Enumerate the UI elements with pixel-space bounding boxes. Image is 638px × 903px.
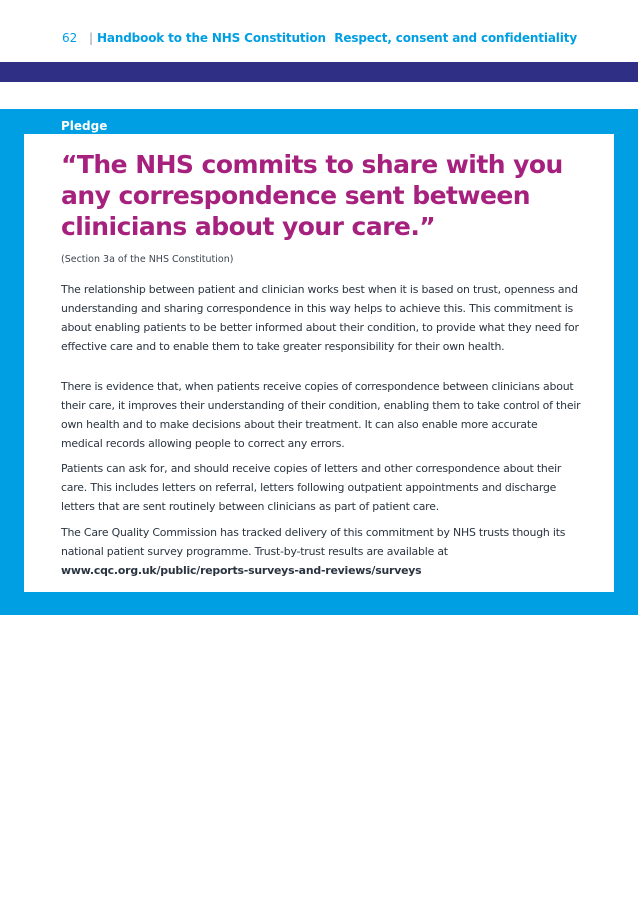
paragraph-evidence: There is evidence that, when patients receive copies of correspondence between clinicians about their care, it improves their understanding of their condition, enabling them to take control of their own health and to make decisions about their treatment. It can also enable more accurate medical records allowing people to correct any errors. — [61, 380, 581, 451]
constitution-reference: (Section 3a of the NHS Constitution) — [61, 254, 234, 265]
header-color-band — [0, 62, 638, 82]
paragraph-patient-rights: Patients can ask for, and should receive copies of letters and other correspondence about their care. This includes letters on referral, letters following outpatient appointments and discharge letters that are sent routinely between clinicians as part of patient care. — [61, 462, 562, 514]
paragraph-care-quality-commission — [61, 523, 581, 580]
section-title: Respect, consent and confidentiality — [334, 31, 577, 45]
paragraph-relationship: The relationship between patient and clinician works best when it is based on trust, openness and understanding and sharing correspondence in this way helps to achieve this. This commitment is about enabling patients to be better informed about their condition, to provide what they need for effective care and to enable them to take greater responsibility for their own health. — [61, 283, 579, 354]
page-header — [0, 28, 638, 48]
cqc-surveys-link[interactable]: www.cqc.org.uk/public/reports-surveys-and-reviews/surveys — [61, 564, 422, 578]
pledge-quote: “The NHS commits to share with you any correspondence sent between clinicians about your care.” — [61, 150, 563, 241]
handbook-title: Handbook to the NHS Constitution — [97, 31, 326, 45]
pledge-content-card — [24, 134, 614, 592]
header-separator: | — [89, 31, 94, 45]
page-number: 62 — [62, 31, 78, 45]
pledge-label: Pledge — [61, 119, 108, 133]
care-quality-commission-text: The Care Quality Commission has tracked delivery of this commitment by NHS trusts though its national patient survey programme. Trust-by-trust results are available at — [61, 526, 566, 559]
pledge-frame — [0, 109, 638, 615]
